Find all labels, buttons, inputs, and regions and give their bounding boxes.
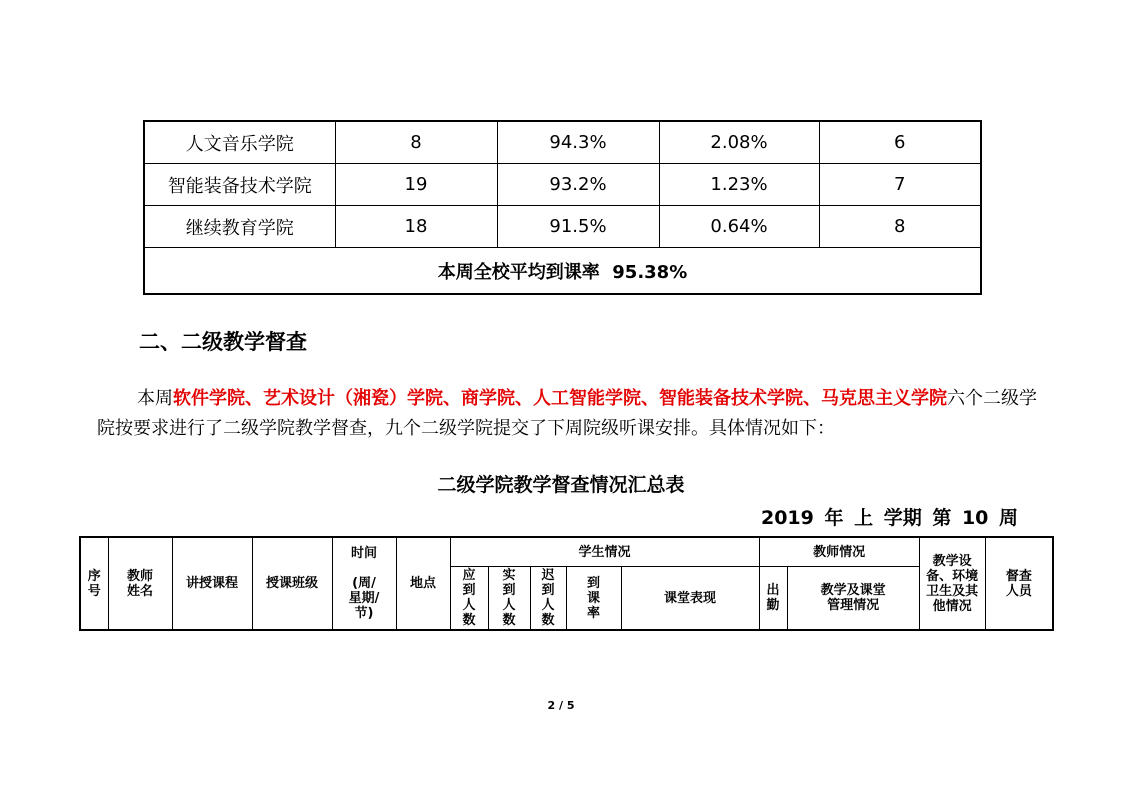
paragraph-suffix: 六个二级学院按要求进行了二级学院教学督查，九个二级学院提交了下周院级听课安排。具体情况如下： — [97, 388, 1037, 439]
course-count: 8 — [335, 121, 497, 164]
course-count: 19 — [335, 164, 497, 206]
header-equipment: 教学设备、环境卫生及其他情况 — [919, 537, 985, 630]
rank: 7 — [819, 164, 981, 206]
college-name: 继续教育学院 — [144, 206, 335, 248]
attendance-rate: 91.5% — [497, 206, 659, 248]
header-course: 讲授课程 — [172, 537, 252, 630]
header-performance: 课堂表现 — [621, 567, 759, 631]
school-average: 本周全校平均到课率 95.38% — [144, 248, 981, 295]
table-row — [144, 206, 981, 248]
rank: 8 — [819, 206, 981, 248]
paragraph-colleges: 软件学院、艺术设计（湘瓷）学院、商学院、人工智能学院、智能装备技术学院、马克思主义学院 — [173, 388, 947, 409]
table-row — [144, 121, 981, 164]
attendance-table — [143, 120, 982, 295]
table-row — [144, 164, 981, 206]
attendance-rate: 94.3% — [497, 121, 659, 164]
college-name: 人文音乐学院 — [144, 121, 335, 164]
header-location: 地点 — [396, 537, 450, 630]
late-rate: 1.23% — [659, 164, 819, 206]
late-rate: 0.64% — [659, 206, 819, 248]
section-title: 二、二级教学督查 — [139, 330, 307, 354]
attendance-rate: 93.2% — [497, 164, 659, 206]
header-teacher-name: 教师姓名 — [108, 537, 172, 630]
week-line: 2019 年 上 学期 第 10 周 — [760, 507, 1018, 529]
header-supervisor: 督查人员 — [985, 537, 1053, 630]
late-rate: 2.08% — [659, 121, 819, 164]
header-student-group: 学生情况 — [450, 537, 759, 567]
course-count: 18 — [335, 206, 497, 248]
header-late: 迟到人数 — [530, 567, 566, 631]
header-class: 授课班级 — [252, 537, 332, 630]
header-seq: 序号 — [80, 537, 108, 630]
body-paragraph — [97, 384, 1037, 444]
header-attendance: 出勤 — [759, 567, 787, 631]
header-actual: 实到人数 — [488, 567, 530, 631]
header-teacher-group: 教师情况 — [759, 537, 919, 567]
page-number: 2 / 5 — [547, 699, 575, 712]
college-name: 智能装备技术学院 — [144, 164, 335, 206]
paragraph-prefix: 本周 — [137, 388, 173, 409]
rank: 6 — [819, 121, 981, 164]
header-row — [80, 537, 1053, 567]
supervision-table — [79, 536, 1054, 631]
header-time: 时间 (周/ 星期/ 节) — [332, 537, 396, 630]
average-row — [144, 248, 981, 295]
header-rate: 到课率 — [566, 567, 621, 631]
header-expected: 应到人数 — [450, 567, 488, 631]
header-teaching-mgmt: 教学及课堂 管理情况 — [787, 567, 919, 631]
summary-table-title: 二级学院教学督查情况汇总表 — [437, 474, 685, 496]
